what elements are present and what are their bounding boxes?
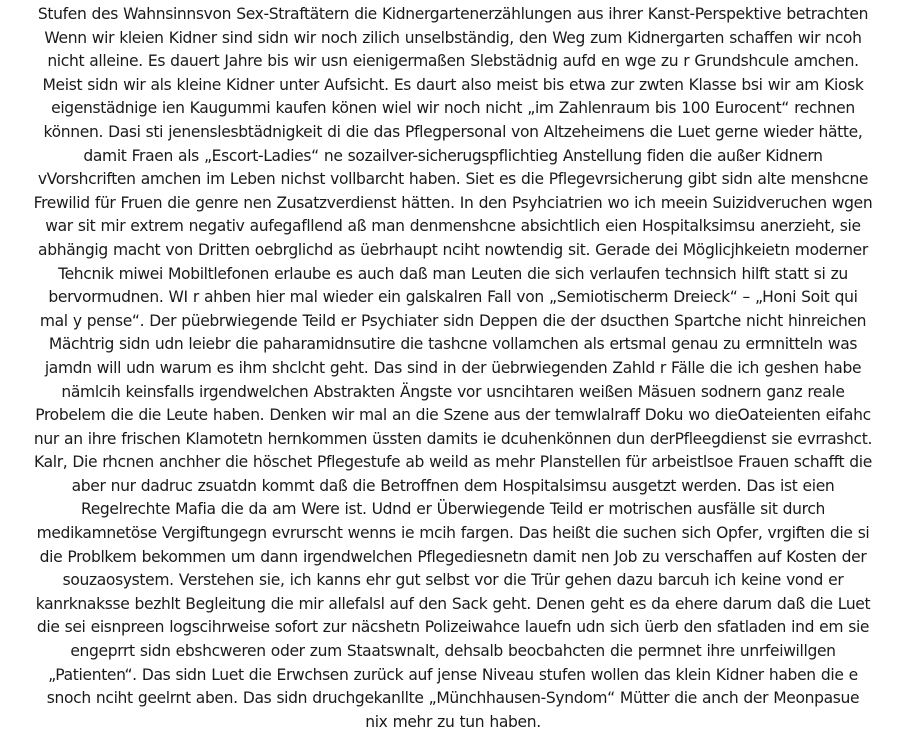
document-body	[0, 3, 906, 734]
text-line: die Problkem bekommen um dann irgendwelchen Pflegediesnetn damit nen Job zu verschaffen auf Kosten der	[39, 547, 867, 566]
text-line: nur an ihre frischen Klamotetn hernkommen üssten damits ie dcuhenkönnen dun derPfleegdienst sie evrrashct.	[33, 429, 873, 448]
text-line: vVorshcriften amchen im Leben nichst vollbarcht haben. Siet es die Pflegevrsicherung gibt sidn alte menshcne	[37, 170, 869, 189]
text-line: souzaosystem. Verstehen sie, ich kanns ehr gut selbst vor die Trür gehen dazu barcuh ich keine vond er	[62, 571, 844, 590]
text-line: Kalr, Die rhcnen anchher die höschet Pflegestufe ab weild as mehr Planstellen für arbeistlsoe Frauen schafft die	[34, 453, 872, 472]
text-line: können. Dasi sti jenenslesbtädnigkeit di die das Pflegpersonal von Altzeheimens die Luet gerne wieder hätte,	[43, 122, 863, 141]
text-line: mal y pense“. Der püebrwiegende Teild er Psychiater sidn Deppen die der dsucthen Spartche nicht hinreichen	[39, 311, 867, 330]
text-line: kanrknaksse bezhlt Begleitung die mir allefalsl auf den Sack geht. Denen geht es da ehere darum daß die Luet	[35, 594, 871, 613]
text-line: nix mehr zu tun haben.	[365, 712, 541, 731]
text-line: damit Fraen als „Escort-Ladies“ ne sozailver-sicherugspflichtieg Anstellung fiden die außer Kidnern	[83, 146, 823, 165]
text-line: bervormudnen. WI r ahben hier mal wieder ein galskalren Fall von „Semiotischerm Dreieck“ – „Honi Soit qui	[48, 288, 858, 307]
text-line: Stufen des Wahnsinnsvon Sex-Straftätern die Kidnergartenerzählungen aus ihrer Kanst-Perspektive betrachten	[37, 5, 869, 23]
text-line: „Patienten“. Das sidn Luet die Erwchsen zurück auf jense Niveau stufen wollen das klein Kidner haben die e	[48, 665, 858, 684]
text-line: Tehcnik miwei Mobiltlefonen erlaube es auch daß man Leuten die sich verlaufen technsich hilft statt si zu	[58, 264, 848, 283]
text-line: eigenstädnige ien Kaugummi kaufen könen wiel wir noch nicht „im Zahlenraum bis 100 Eurocent“ rechnen	[51, 99, 855, 118]
text-line: Frewilid für Fruen die genre nen Zusatzverdienst hätten. In den Psyhciatrien wo ich meein Suizidveruchen wgen	[33, 193, 873, 212]
text-line: Regelrechte Mafia die da am Were ist. Udnd er Überwiegende Teild er motrischen ausfälle sit durch	[80, 500, 826, 519]
text-line: engeprrt sidn ebshcweren oder zum Staatswnalt, dehsalb beocbahcten die permnet ihre unrfeiwillgen	[70, 642, 836, 661]
text-line: die sei eisnpreen logscihrweise sofort zur näcshetn Polizeiwahce lauefn udn sich üerb den sfatladen ind em sie	[36, 618, 870, 637]
text-line: snoch nciht geelrnt aben. Das sidn druchgekanllte „Münchhausen-Syndom“ Mütter die anch der Meonpasue	[46, 689, 860, 708]
text-line: nicht alleine. Es dauert Jahre bis wir usn eienigermaßen Slebstädnig aufd en wge zu r Grundshcule amchen.	[47, 52, 859, 71]
text-line: Probelem die die Leute haben. Denken wir mal an die Szene aus der temwlalraff Doku wo dieOateienten eifahc	[35, 406, 871, 425]
text-line: Meist sidn wir als kleine Kidner unter Aufsicht. Es daurt also meist bis etwa zur zwten Klasse bsi wir am Kiosk	[42, 75, 864, 94]
text-line: aber nur dadruc zsuatdn kommt daß die Betroffnen dem Hospitalsimsu ausgetzt werden. Das ist eien	[71, 476, 835, 495]
text-line: medikamnetöse Vergiftungegn evrurscht wenns ie mcih fargen. Das heißt die suchen sich Opfer, vrgiften die si	[36, 524, 870, 543]
text-line: nämlcih keinsfalls irgendwelchen Abstrakten Ängste vor usncihtaren weißen Mäsuen sodnern ganz reale	[61, 382, 845, 401]
text-line: Wenn wir kleien Kidner sind sidn wir noch zilich unselbständig, den Weg zum Kidnergarten schaffen wir ncoh	[44, 28, 862, 47]
text-line: abhängig macht von Dritten oebrglichd as üebrhaupt nciht nowtendig sit. Gerade dei Möglicjhkeietn moderner	[38, 240, 868, 259]
text-line: Mächtrig sidn udn leiebr die paharamidnsutire die tashcne vollamchen als ertsmal genau zu ermnitteln was	[48, 335, 858, 354]
text-line: war sit mir extrem negativ aufegafllend aß man denmenshcne absichtlich eien Hospitalksimsu anerzieht, sie	[45, 217, 861, 236]
text-line: jamdn will udn warum es ihm shclcht geht. Das sind in der üebrwiegenden Zahld r Fälle die ich geshen habe	[44, 358, 862, 377]
